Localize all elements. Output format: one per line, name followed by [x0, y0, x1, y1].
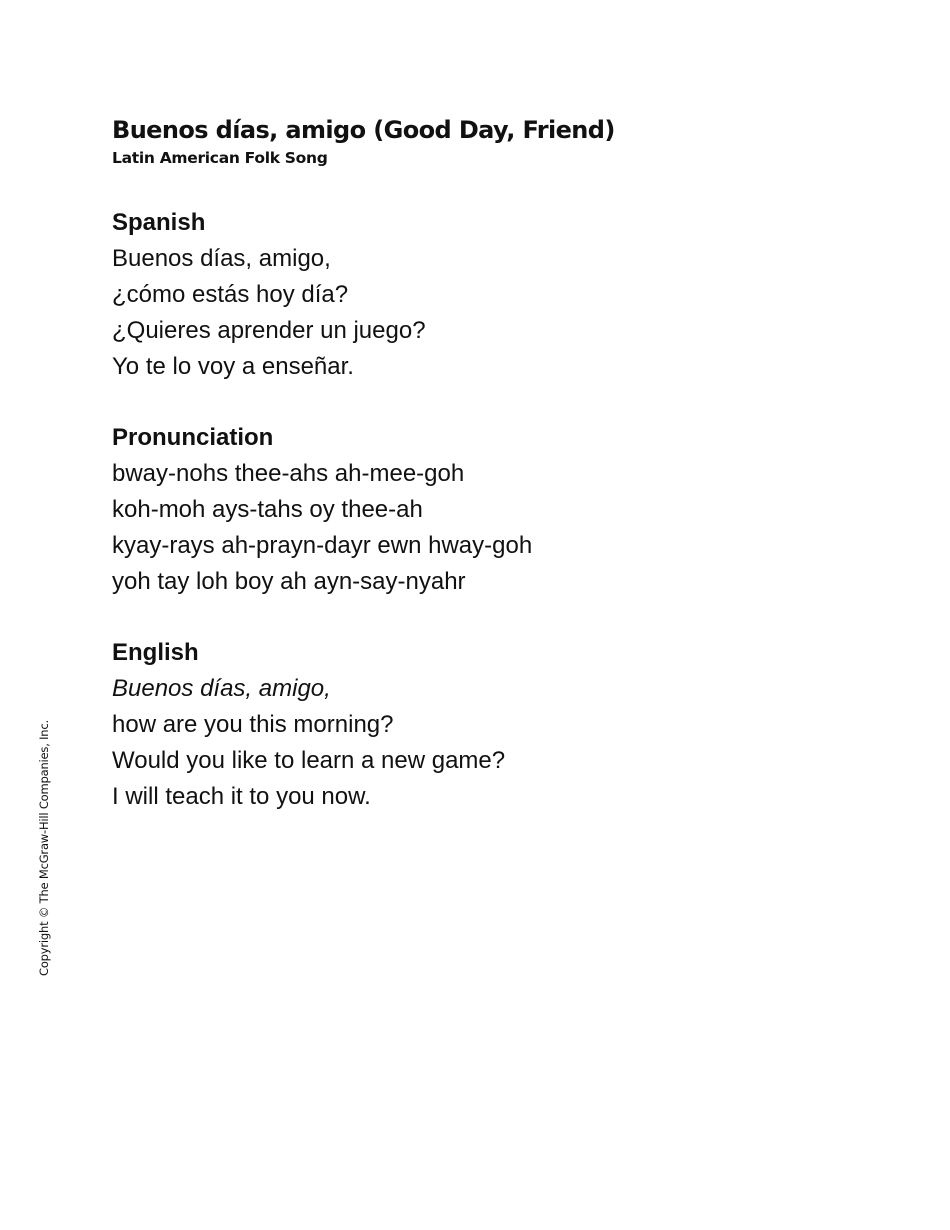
- pronunciation-line-4: yoh tay loh boy ah ayn-say-nyahr: [112, 568, 466, 595]
- english-line-4: I will teach it to you now.: [112, 783, 371, 810]
- spanish-heading: Spanish: [112, 209, 206, 236]
- english-line-3: Would you like to learn a new game?: [112, 747, 506, 774]
- pronunciation-section: [112, 420, 872, 600]
- document-page: [112, 113, 872, 815]
- spanish-line-2: ¿cómo estás hoy día?: [112, 281, 349, 308]
- spanish-line-4: Yo te lo voy a enseñar.: [112, 353, 354, 380]
- spanish-line-3: ¿Quieres aprender un juego?: [112, 317, 426, 344]
- pronunciation-line-1: bway-nohs thee-ahs ah-mee-goh: [112, 460, 465, 487]
- english-section: [112, 635, 872, 815]
- english-heading: English: [112, 639, 199, 666]
- document-title: Buenos días, amigo (Good Day, Friend): [112, 116, 615, 144]
- pronunciation-line-2: koh-moh ays-tahs oy thee-ah: [112, 496, 423, 523]
- pronunciation-heading: Pronunciation: [112, 424, 274, 451]
- english-line-2: how are you this morning?: [112, 711, 394, 738]
- spanish-section: [112, 205, 872, 385]
- spanish-line-1: Buenos días, amigo,: [112, 245, 331, 272]
- english-line-1: Buenos días, amigo,: [112, 675, 331, 702]
- document-subtitle: Latin American Folk Song: [112, 149, 328, 167]
- copyright-notice: Copyright © The McGraw-Hill Companies, Inc.: [37, 720, 51, 976]
- pronunciation-line-3: kyay-rays ah-prayn-dayr ewn hway-goh: [112, 532, 533, 559]
